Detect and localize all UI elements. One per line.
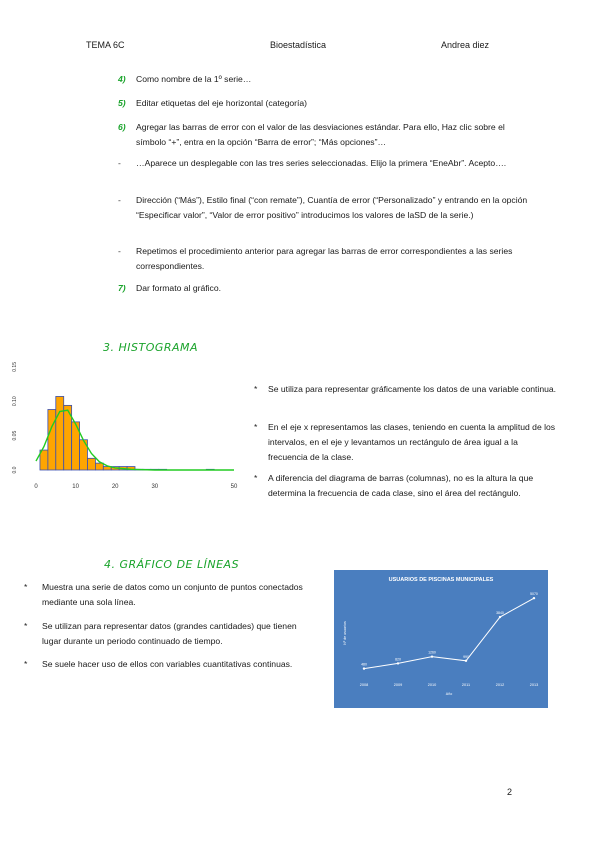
x-tick-label: 2013 xyxy=(529,683,539,687)
list-text: Dirección (“Más”), Estilo final (“con remate”), Cuantía de error (“Personalizado” y entrando en la opción “Especificar valor”, “Valor de error positivo” introducimos los valores de laSD de la serie.) xyxy=(136,195,528,220)
data-point xyxy=(533,597,535,599)
list-text: …Aparece un desplegable con las tres series seleccionadas. Elijo la primera “EneAbr”. Acepto…. xyxy=(136,158,507,168)
x-tick-label: 2011 xyxy=(461,683,471,687)
histogram-bar xyxy=(56,396,64,470)
list-text: Muestra una serie de datos como un conjunto de puntos conectados mediante una sola línea. xyxy=(42,582,303,607)
bullet-star: * xyxy=(254,422,258,432)
x-tick-label: 2008 xyxy=(359,683,369,687)
data-point xyxy=(363,667,365,669)
x-tick-label: 10 xyxy=(72,484,79,490)
data-label: 3840 xyxy=(496,611,504,616)
list-text: En el eje x representamos las clases, teniendo en cuenta la amplitud de los intervalos, en el eje y levantamos un rectángulo de área igual a la frecuencia de la clase. xyxy=(268,422,556,462)
data-point xyxy=(465,660,467,662)
data-label: 480 xyxy=(361,662,367,667)
section-title-lineas: 4. GRÁFICO DE LÍNEAS xyxy=(104,558,240,571)
bullet-star: * xyxy=(24,582,28,592)
list-marker: 4) xyxy=(118,74,126,84)
x-tick-label: 2010 xyxy=(427,683,437,687)
data-point xyxy=(431,655,433,657)
list-marker: - xyxy=(118,195,121,205)
x-axis-label: Año xyxy=(445,692,453,696)
y-tick-label: 0.15 xyxy=(12,362,18,372)
header-center: Bioestadística xyxy=(270,40,327,50)
page-number: 2 xyxy=(507,787,513,797)
chart-background xyxy=(334,570,548,708)
bullet-star: * xyxy=(254,473,258,483)
list-marker: 7) xyxy=(118,283,126,293)
data-label: 820 xyxy=(395,657,401,662)
x-tick-label: 0 xyxy=(34,484,38,490)
histogram-bar xyxy=(95,463,103,470)
list-text: Dar formato al gráfico. xyxy=(136,283,222,293)
list-text: Editar etiquetas del eje horizontal (categoría) xyxy=(136,98,308,108)
x-tick-label: 30 xyxy=(151,484,159,490)
data-point xyxy=(397,662,399,664)
header-left: TEMA 6C xyxy=(86,40,125,50)
x-tick-label: 2012 xyxy=(495,683,505,687)
y-tick-label: 0.0 xyxy=(12,466,18,474)
data-point xyxy=(499,616,501,618)
list-text: Repetimos el procedimiento anterior para agregar las barras de error correspondientes a las series correspondientes. xyxy=(136,246,513,271)
list-marker: - xyxy=(118,158,121,168)
list-marker: 5) xyxy=(118,98,126,108)
list-text: Agregar las barras de error con el valor de las desviaciones estándar. Para ello, Haz clic sobre el símbolo “+”, entra en la opción “Barra de error”; “Más opciones”… xyxy=(136,122,505,147)
histogram-chart xyxy=(10,352,242,502)
bullet-star: * xyxy=(254,384,258,394)
list-text: Se suele hacer uso de ellos con variables cuantitativas continuas. xyxy=(42,659,293,669)
list-marker: - xyxy=(118,246,121,256)
list-text: A diferencia del diagrama de barras (columnas), no es la altura la que determina la frecuencia de cada clase, sino el área del rectángulo. xyxy=(268,473,534,498)
list-text: Se utilizan para representar datos (grandes cantidades) que tienen lugar durante un periodo continuado de tiempo. xyxy=(42,621,297,646)
list-marker: 6) xyxy=(118,122,126,132)
y-axis-label: Nº de usuarios xyxy=(343,621,347,645)
x-tick-label: 20 xyxy=(111,484,119,490)
line-chart xyxy=(334,570,548,708)
data-label: 990 xyxy=(463,654,469,659)
header-right: Andrea diez xyxy=(441,40,490,50)
bullet-star: * xyxy=(24,659,28,669)
x-tick-label: 2009 xyxy=(393,683,403,687)
data-label: 5070 xyxy=(530,592,538,597)
bullet-star: * xyxy=(24,621,28,631)
chart-title: USUARIOS DE PISCINAS MUNICIPALES xyxy=(388,577,494,583)
y-tick-label: 0.10 xyxy=(12,396,18,407)
y-tick-label: 0.05 xyxy=(12,430,18,441)
histogram-bar xyxy=(87,458,95,470)
x-tick-label: 50 xyxy=(230,484,238,490)
histogram-bar xyxy=(48,410,56,471)
list-text: Se utiliza para representar gráficamente los datos de una variable continua. xyxy=(268,384,557,394)
data-label: 1260 xyxy=(428,650,436,655)
list-text: Como nombre de la 1º serie… xyxy=(136,74,252,84)
section-title-histograma: 3. HISTOGRAMA xyxy=(103,341,199,354)
